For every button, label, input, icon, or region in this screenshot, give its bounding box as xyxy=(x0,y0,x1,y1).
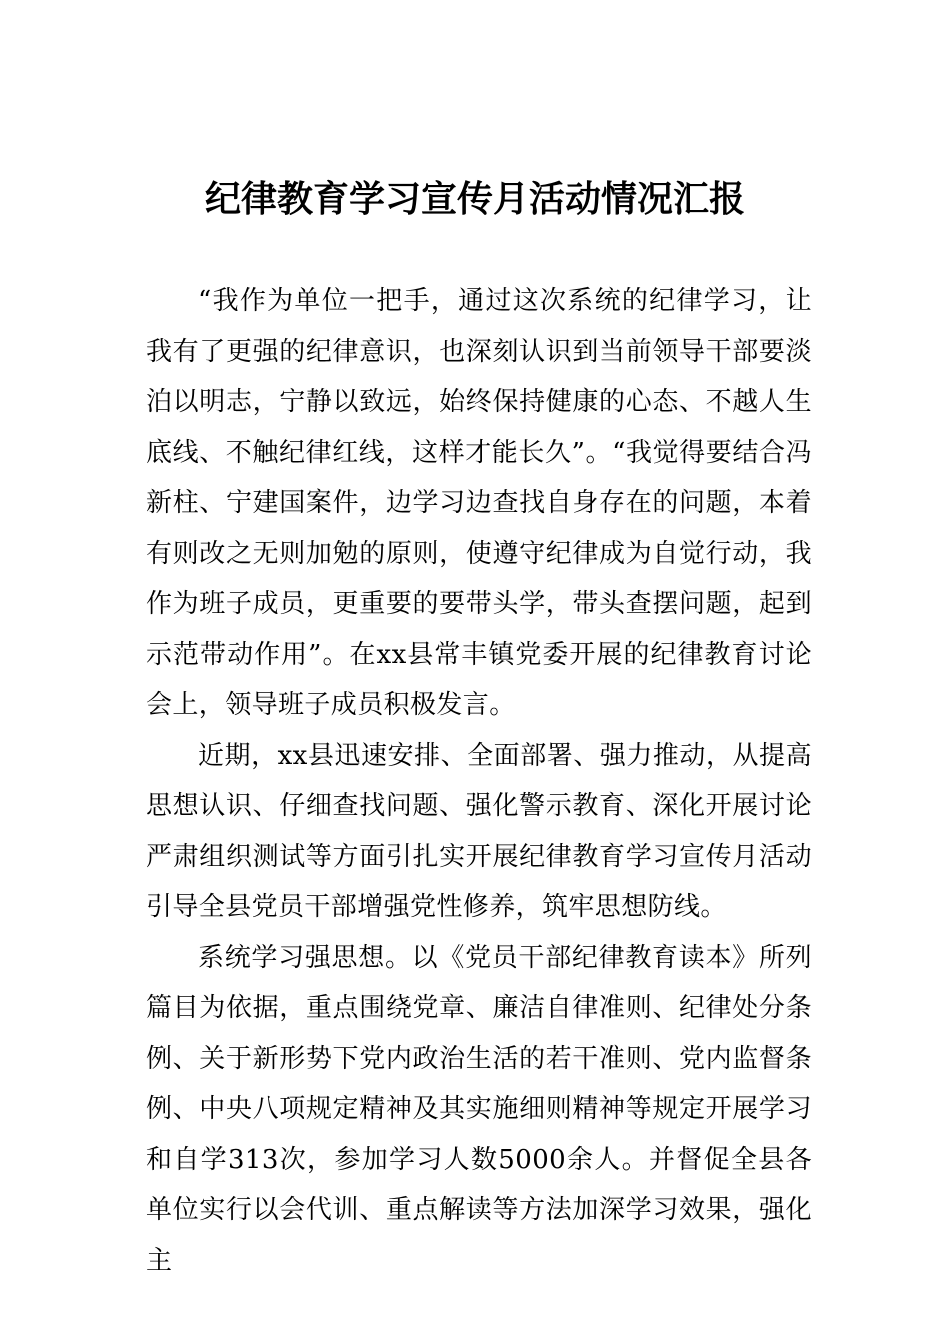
document-body xyxy=(146,276,812,1286)
paragraph-3: 系统学习强思想。以《党员干部纪律教育读本》所列篇目为依据，重点围绕党章、廉洁自律准则、纪律处分条例、关于新形势下党内政治生活的若干准则、党内监督条例、中央八项规定精神及其实施细则精神等规定开展学习和自学313次，参加学习人数5000余人。并督促全县各单位实行以会代训、重点解读等方法加深学习效果，强化主 xyxy=(146,942,812,1276)
document-title: 纪律教育学习宣传月活动情况汇报 xyxy=(204,179,745,220)
paragraph-2: 近期，xx县迅速安排、全面部署、强力推动，从提高思想认识、仔细查找问题、强化警示教育、深化开展讨论严肃组织测试等方面引扎实开展纪律教育学习宣传月活动引导全县党员干部增强党性修养，筑牢思想防线。 xyxy=(146,740,812,922)
paragraph-1: “我作为单位一把手，通过这次系统的纪律学习，让我有了更强的纪律意识，也深刻认识到当前领导干部要淡泊以明志，宁静以致远，始终保持健康的心态、不越人生底线、不触纪律红线，这样才能长久”。“我觉得要结合冯新柱、宁建国案件，边学习边查找自身存在的问题，本着有则改之无则加勉的原则，使遵守纪律成为自觉行动，我作为班子成员，更重要的要带头学，带头查摆问题，起到示范带动作用”。在xx县常丰镇党委开展的纪律教育讨论会上，领导班子成员积极发言。 xyxy=(146,286,812,720)
